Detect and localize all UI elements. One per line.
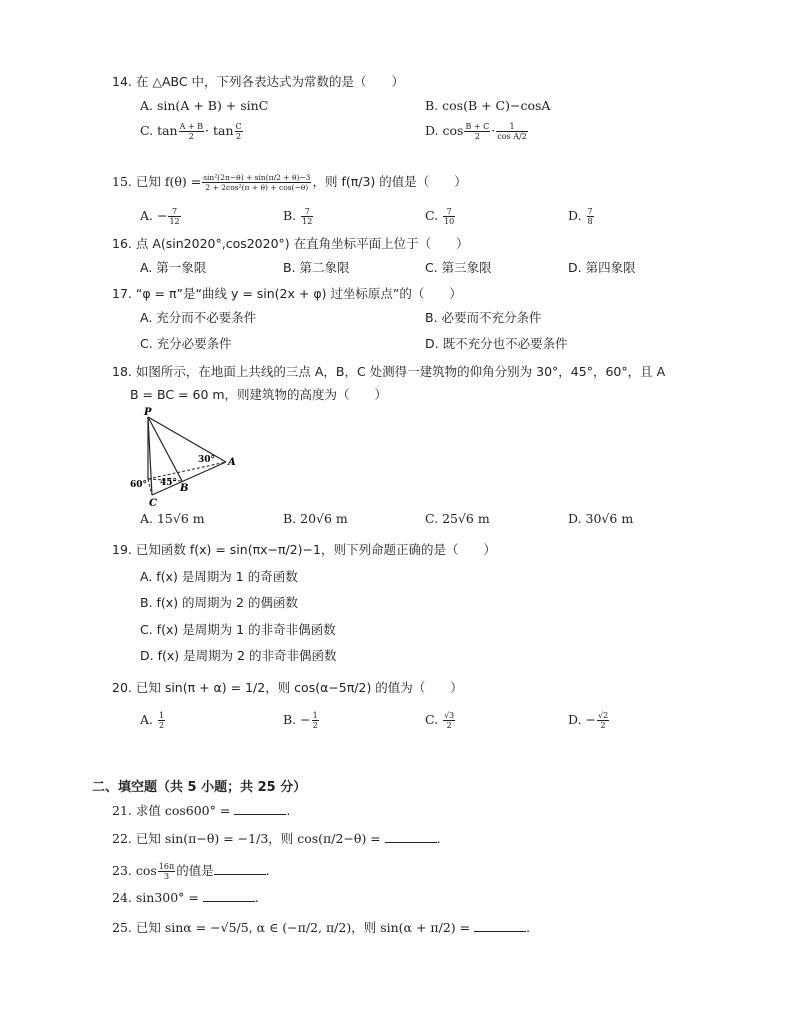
q14-option-b: B. cos(B + C)−cosA bbox=[425, 98, 551, 113]
q23: 23. cos $\frac{16\pi}{3}$ 的值是 . bbox=[112, 862, 270, 881]
q15-option-c: C. $\frac{7}{10}$ bbox=[425, 207, 455, 226]
q25: 25. 已知 sinα = −√5/5, α ∈ (−π/2, π/2)，则 sin(α + π/2) = . bbox=[112, 920, 531, 935]
q21-answer-blank[interactable] bbox=[234, 802, 286, 815]
q15-option-a: A. − $\frac{7}{12}$ bbox=[140, 207, 180, 226]
q22-answer-blank[interactable] bbox=[385, 830, 437, 843]
fig-label-p: P bbox=[144, 407, 152, 418]
q19-option-d: D. f(x) 是周期为 2 的非奇非偶函数 bbox=[140, 648, 337, 663]
fig-label-a: A bbox=[228, 457, 236, 468]
q19-option-a: A. f(x) 是周期为 1 的奇函数 bbox=[140, 569, 298, 584]
q17-option-c: C. 充分必要条件 bbox=[140, 336, 232, 351]
q17-option-a: A. 充分而不必要条件 bbox=[140, 310, 257, 325]
q18-option-d: D. 30√6 m bbox=[568, 511, 634, 526]
q19-stem: 19. 已知函数 f(x) = sin(πx−π/2)−1，则下列命题正确的是（ ） bbox=[112, 542, 496, 557]
section-title-fill-in: 二、填空题（共 5 小题；共 25 分） bbox=[92, 780, 307, 795]
q20-option-a: A. $\frac{1}{2}$ bbox=[140, 711, 165, 730]
q15-option-b: B. $\frac{7}{12}$ bbox=[283, 207, 313, 226]
q18-figure bbox=[128, 405, 238, 510]
fig-label-c: C bbox=[149, 498, 157, 509]
q24: 24. sin300° = . bbox=[112, 890, 259, 905]
q22: 22. 已知 sin(π−θ) = −1/3，则 cos(π/2−θ) = . bbox=[112, 831, 441, 846]
q16-stem: 16. 点 A(sin2020°,cos2020°) 在直角坐标平面上位于（ ） bbox=[112, 236, 469, 251]
q17-option-d: D. 既不充分也不必要条件 bbox=[425, 336, 568, 351]
q16-option-b: B. 第二象限 bbox=[283, 260, 350, 275]
q18-option-a: A. 15√6 m bbox=[140, 511, 205, 526]
fig-angle-45: 45° bbox=[160, 478, 178, 488]
q18-stem-line1: 18. 如图所示，在地面上共线的三点 A，B，C 处测得一建筑物的仰角分别为 30°，45°，60°，且 A bbox=[112, 364, 666, 379]
q21: 21. 求值 cos600° = . bbox=[112, 803, 291, 818]
q18-option-b: B. 20√6 m bbox=[283, 511, 348, 526]
fig-label-b: B bbox=[180, 483, 189, 494]
q19-option-c: C. f(x) 是周期为 1 的非奇非偶函数 bbox=[140, 622, 336, 637]
q14-option-c: C. tan $\frac{A + B}{2}$ · tan $\frac{C}{2}$ bbox=[140, 122, 242, 141]
q18-stem-line2: B = BC = 60 m，则建筑物的高度为（ ） bbox=[130, 387, 388, 402]
q20-option-d: D. − $\frac{√2}{2}$ bbox=[568, 711, 609, 730]
fig-line-pc bbox=[148, 417, 152, 495]
q16-option-a: A. 第一象限 bbox=[140, 260, 207, 275]
q19-option-b: B. f(x) 的周期为 2 的偶函数 bbox=[140, 595, 298, 610]
fig-angle-60: 60° bbox=[130, 480, 148, 490]
q15-stem: 15. 已知 f(θ) = $\frac{\text{sin²(2π−θ) + sin(π/2 + θ)−3}}{\text{2 + 2cos²(π + θ) + cos(−θ)}}$ ，则 f(π/3) 的值是（ ） bbox=[112, 173, 467, 192]
q17-option-b: B. 必要而不充分条件 bbox=[425, 310, 542, 325]
q14-stem: 14. 在 △ABC 中，下列各表达式为常数的是（ ） bbox=[112, 74, 405, 89]
q20-option-c: C. $\frac{√3}{2}$ bbox=[425, 711, 455, 730]
q15-option-d: D. $\frac{7}{8}$ bbox=[568, 207, 593, 226]
q16-option-c: C. 第三象限 bbox=[425, 260, 492, 275]
q14-option-d: D. cos $\frac{B + C}{2}$ · $\frac{1}{\text{cos A/2}}$ bbox=[425, 122, 527, 141]
q24-answer-blank[interactable] bbox=[203, 889, 255, 902]
fig-angle-30: 30° bbox=[198, 455, 216, 465]
q14-option-a: A. sin(A + B) + sinC bbox=[140, 98, 269, 113]
q20-option-b: B. − $\frac{1}{2}$ bbox=[283, 711, 318, 730]
q17-stem: 17. “φ = π”是“曲线 y = sin(2x + φ) 过坐标原点”的（ ） bbox=[112, 286, 462, 301]
q16-option-d: D. 第四象限 bbox=[568, 260, 636, 275]
q23-answer-blank[interactable] bbox=[214, 862, 266, 875]
q20-stem: 20. 已知 sin(π + α) = 1/2，则 cos(α−5π/2) 的值为（ ） bbox=[112, 680, 463, 695]
q18-option-c: C. 25√6 m bbox=[425, 511, 490, 526]
q25-answer-blank[interactable] bbox=[474, 919, 526, 932]
